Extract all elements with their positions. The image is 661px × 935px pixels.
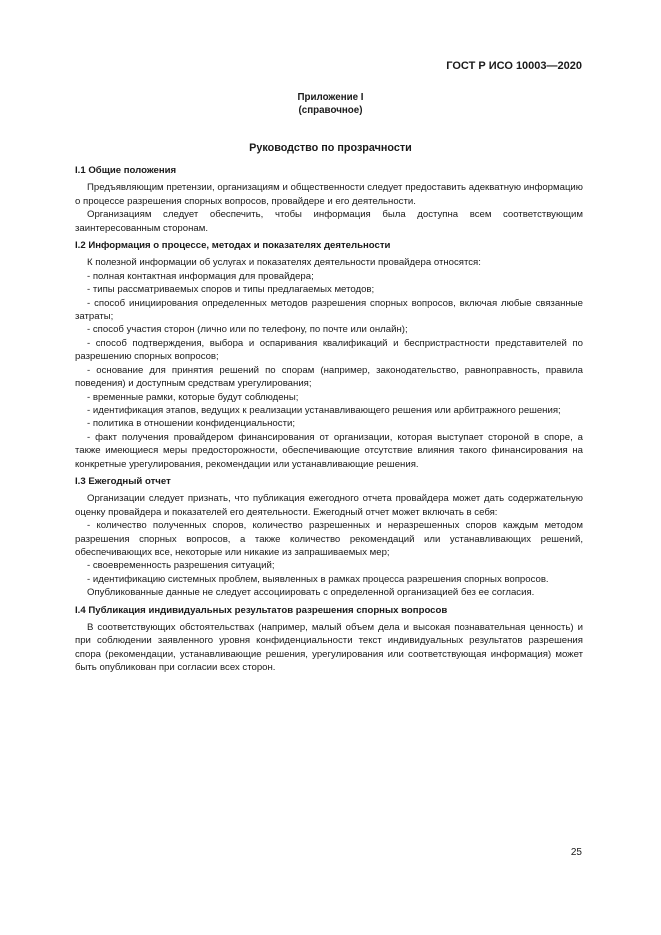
paragraph: Предъявляющим претензии, организациям и общественности следует предоставить адекватную информацию о процессе разрешения спорных вопросов, провайдере и его деятельности. — [75, 182, 583, 207]
paragraph: К полезной информации об услугах и показателях деятельности провайдера относятся: — [87, 257, 481, 269]
paragraph: Организациям следует обеспечить, чтобы информация была доступна всем соответствующим заинтересованным сторонам. — [75, 209, 583, 234]
list-item: - факт получения провайдером финансирования от организации, которая выступает стороной в споре, а также имеющиеся меры предосторожности, обеспечивающие отсутствие влияния такого финансирования на конкретные урегулирования, рекомендации или устанавливающие решения. — [75, 431, 583, 470]
list-item: - временные рамки, которые будут соблюдены; — [87, 391, 299, 403]
list-item: - основание для принятия решений по спорам (например, законодательство, равноправность, правила поведения) и доступным средствам урегулирования; — [75, 364, 583, 390]
list-item: - способ инициирования определенных методов разрешения спорных вопросов, включая любые связанные затраты; — [75, 297, 583, 323]
section-information — [75, 239, 583, 471]
section-general — [75, 164, 583, 235]
page-number: 25 — [570, 847, 582, 858]
paragraph: В соответствующих обстоятельствах (например, малый объем дела и высокая познавательная ценность) и при соблюдении заявленного уровня конфиденциальности текст индивидуальных результатов разрешения спора (рекомендации, устанавливающие решения, урегулирования или соответствующая информация) может быть опубликован при согласии всех сторон. — [75, 622, 583, 674]
paragraph: Организации следует признать, что публикация ежегодного отчета провайдера может дать содержательную оценку провайдера и показателей его деятельности. Ежегодный отчет может включать в себя: — [75, 493, 583, 518]
list-item: - полная контактная информация для провайдера; — [87, 270, 314, 282]
list-item: - типы рассматриваемых споров и типы предлагаемых методов; — [87, 284, 375, 296]
section-heading: I.4 Публикация индивидуальных результатов разрешения спорных вопросов — [75, 604, 448, 616]
document-body — [75, 164, 583, 679]
paragraph: Опубликованные данные не следует ассоциировать с определенной организацией без ее согласия. — [87, 587, 535, 599]
list-item: - количество полученных споров, количество разрешенных и неразрешенных споров каждым методом разрешения спорных вопросов, а также количество рекомендаций или устанавливающих решений, обеспечивающих все, некоторые или никакие из запрашиваемых мер; — [75, 520, 583, 558]
section-heading: I.2 Информация о процессе, методах и показателях деятельности — [75, 240, 391, 252]
section-heading: I.3 Ежегодный отчет — [75, 475, 171, 487]
standard-code: ГОСТ Р ИСО 10003—2020 — [446, 60, 582, 72]
list-item: - своевременность разрешения ситуаций; — [87, 560, 275, 572]
appendix-note: (справочное) — [298, 105, 363, 116]
document-title: Руководство по прозрачности — [249, 142, 412, 154]
section-publication — [75, 604, 583, 675]
section-annual-report — [75, 475, 583, 600]
list-item: - идентификация этапов, ведущих к реализации устанавливающего решения или арбитражного решения; — [87, 404, 561, 416]
appendix-title: Приложение I — [297, 92, 364, 103]
list-item: - способ подтверждения, выбора и оспаривания квалификаций и беспристрастности представителей по разрешению спорных вопросов; — [75, 337, 583, 363]
section-heading: I.1 Общие положения — [75, 165, 177, 176]
list-item: - политика в отношении конфиденциальности; — [87, 418, 295, 430]
list-item: - идентификацию системных проблем, выявленных в рамках процесса разрешения спорных вопросов. — [87, 573, 549, 585]
appendix-heading — [0, 91, 661, 117]
list-item: - способ участия сторон (лично или по телефону, по почте или онлайн); — [87, 324, 408, 336]
